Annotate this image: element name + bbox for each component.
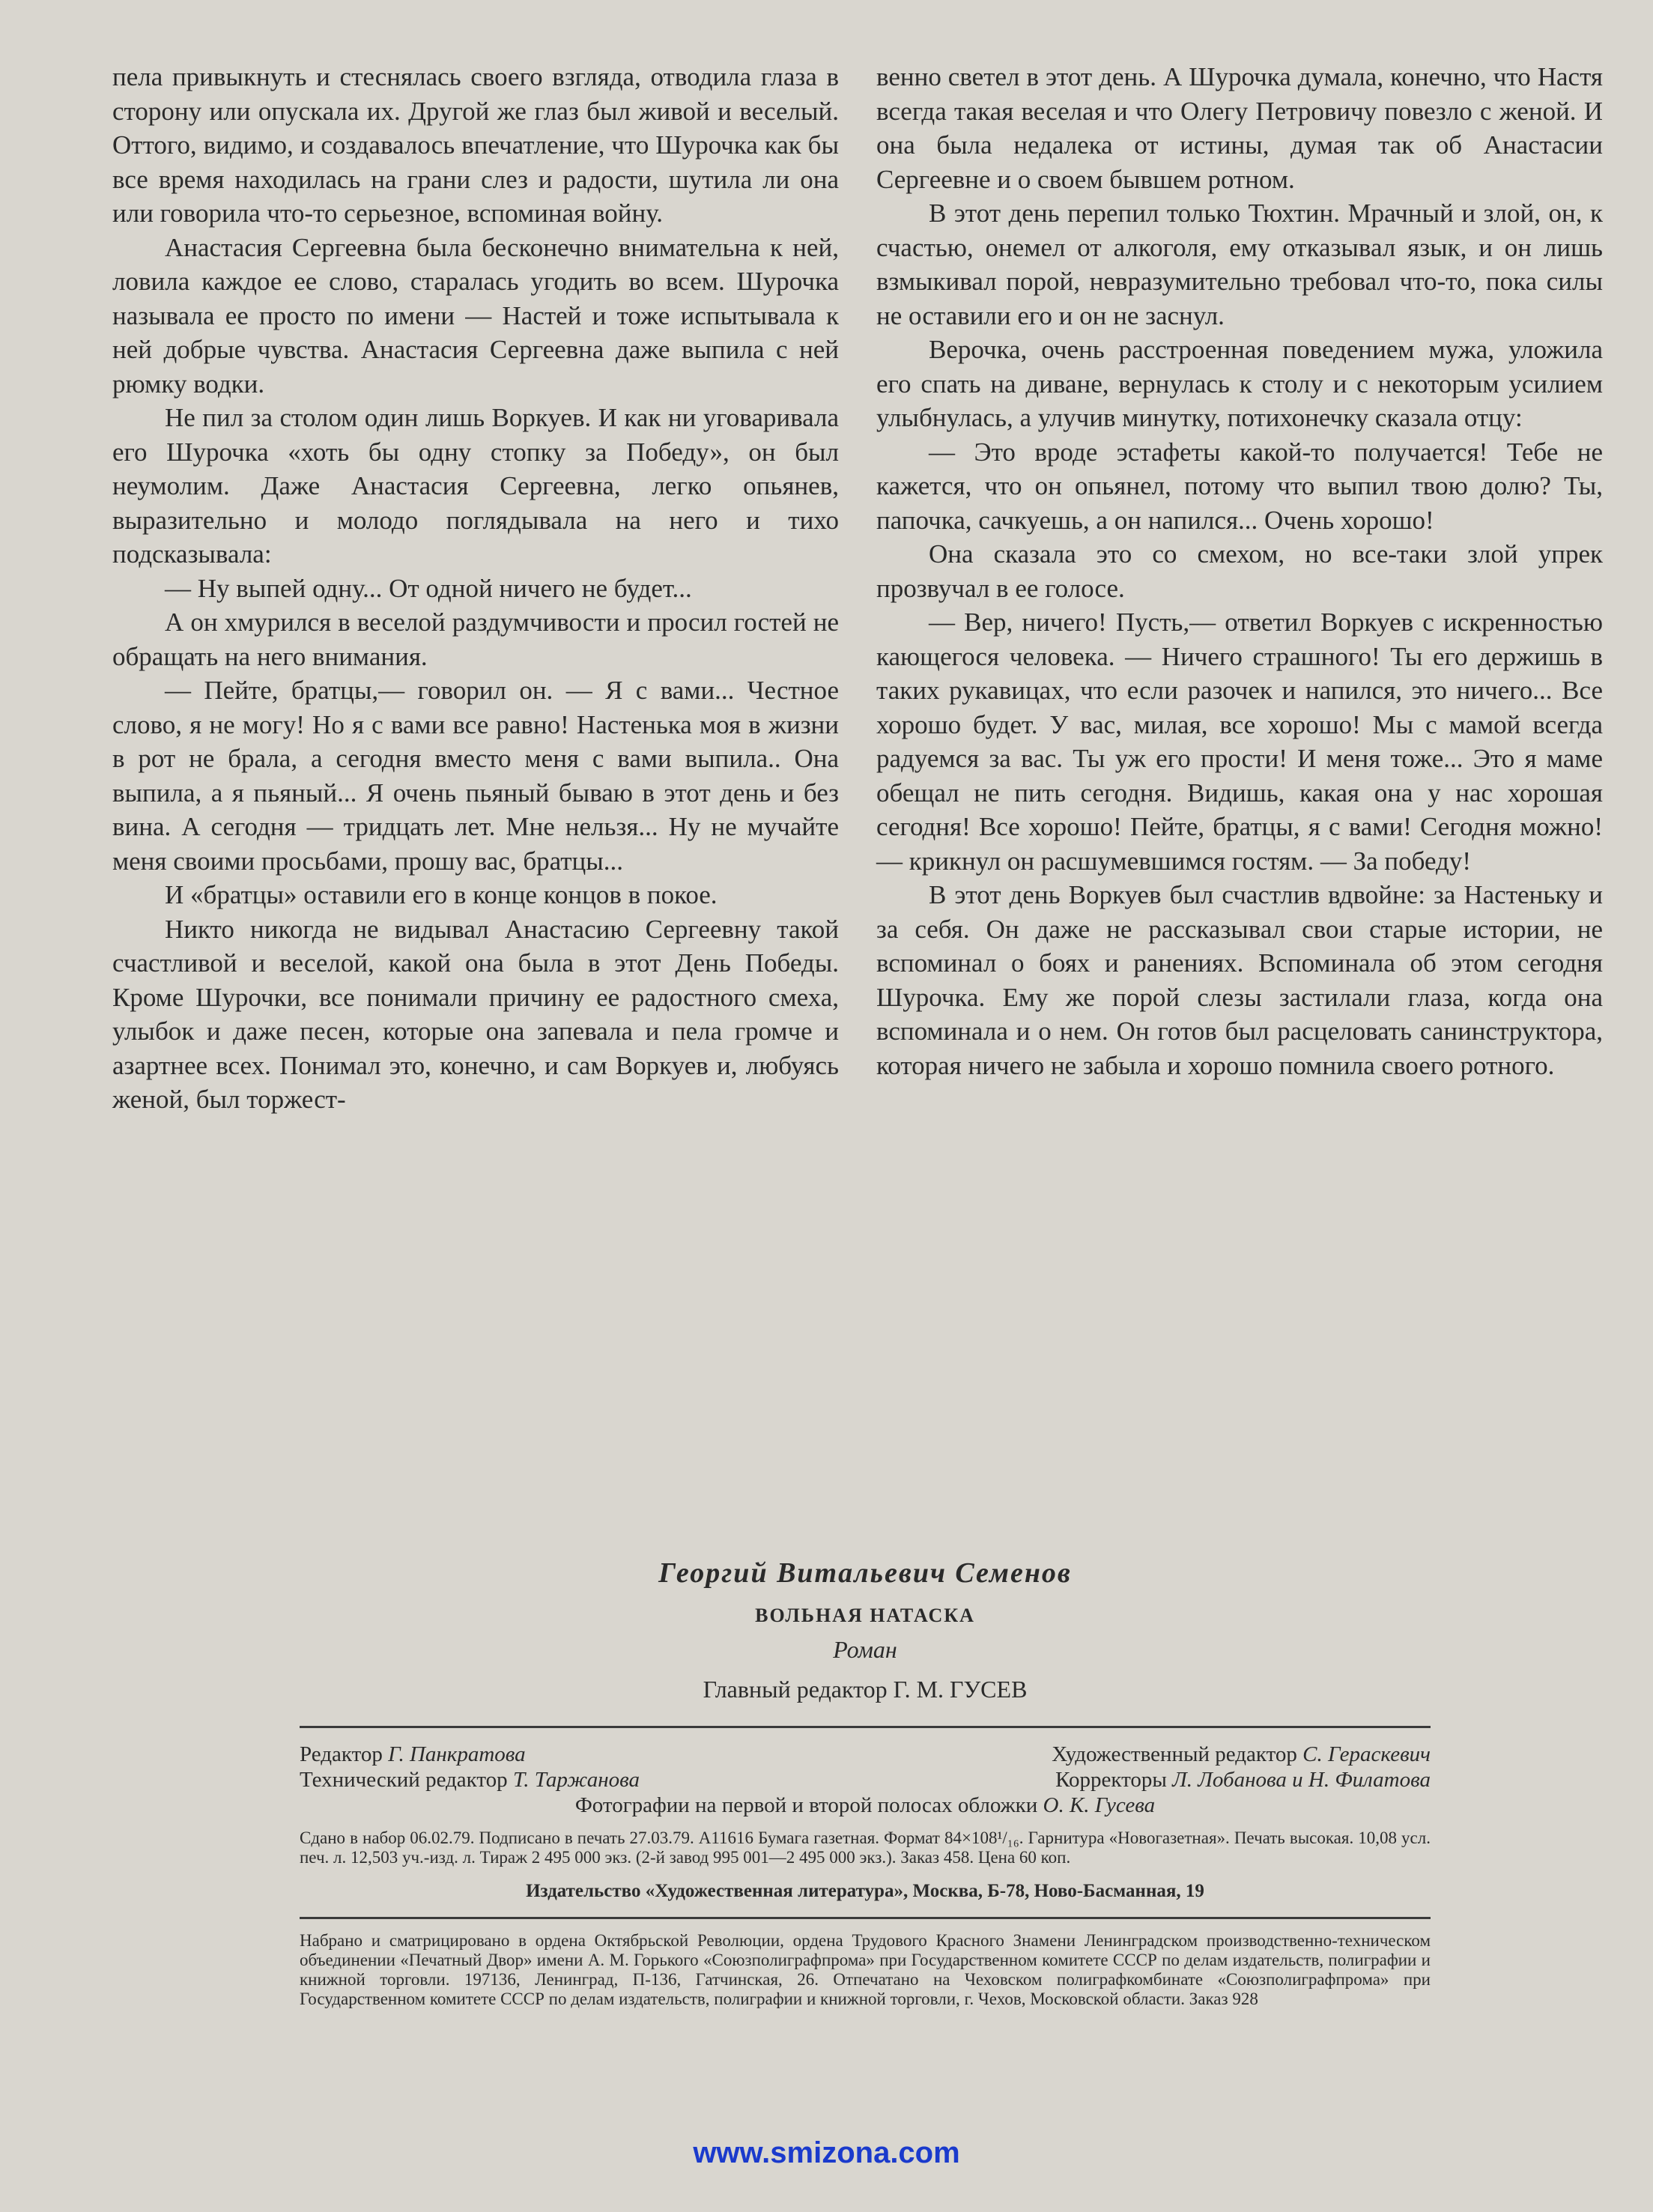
paragraph: Она сказала это со смехом, но все-таки злой упрек прозвучал в ее голосе. [876,539,1603,603]
right-column [876,60,1603,1082]
paragraph: — Пейте, братцы,— говорил он. — Я с вами... Честное слово, я не могу! Но я с вами все равно! Настенька моя в жизни в рот не брала, а сегодня вместо меня с вами выпила.. Она выпила, а я пьяный... Я очень пьяный бываю в этот день и без вина. А сегодня — тридцать лет. Мне нельзя... Ну не мучайте меня своими просьбами, прошу вас, братцы... [112,676,839,876]
tech-editor-label: Технический редактор [300,1768,508,1792]
proofreaders-names: Л. Лобанова и Н. Филатова [1172,1768,1431,1792]
website-watermark: www.smizona.com [693,2136,960,2169]
credits-row-1 [300,1742,1431,1767]
art-editor-name: С. Гераскевич [1302,1742,1431,1766]
art-editor-label: Художественный редактор [1052,1742,1297,1766]
editor-credit [300,1742,526,1767]
photo-label: Фотографии на первой и второй полосах обложки [574,1793,1038,1817]
paragraph: — Это вроде эстафеты какой-то получается! Тебе не кажется, что он опьянел, потому что выпил твою долю? Ты, папочка, сачкуешь, а он напился... Очень хорошо! [876,437,1603,535]
paragraph: венно светел в этот день. А Шурочка думала, конечно, что Настя всегда такая веселая и что Олегу Петровичу повезло с женой. И она была недалека от истины, думая так об Анастасии Сергеевне и о своем бывшем ротном. [876,62,1603,194]
tech-editor-credit [300,1767,640,1793]
body-text-columns [112,60,1603,1408]
editor-label: Редактор [300,1742,383,1766]
art-editor-credit [1052,1742,1431,1767]
paragraph: Верочка, очень расстроенная поведением мужа, уложила его спать на диване, вернулась к столу и с некоторым усилием улыбнулась, а улучив минутку, потихонечку сказала отцу: [876,335,1603,432]
chief-editor: Главный редактор Г. М. ГУСЕВ [703,1676,1028,1703]
photo-credit [300,1793,1431,1818]
left-column [112,60,839,1117]
paragraph: пела привыкнуть и стеснялась своего взгляда, отводила глаза в сторону или опускала их. Другой же глаз был живой и веселый. Оттого, видимо, и создавалось впечатление, что Шурочка как бы все время находилась на грани слез и радости, шутила ли она или говорила что-то серьезное, вспоминая войну. [112,62,839,228]
paragraph: И «братцы» оставили его в конце концов в покое. [165,880,718,909]
paragraph: А он хмурился в веселой раздумчивости и просил гостей не обращать на него внимания. [112,607,839,671]
paragraph: Анастасия Сергеевна была бесконечно внимательна к ней, ловила каждое ее слово, старалась угодить во всем. Шурочка называла ее просто по имени — Настей и тоже испытывала к ней добрые чувства. Анастасия Сергеевна даже выпила с ней рюмку водки. [112,232,839,399]
paragraph: Не пил за столом один лишь Воркуев. И как ни уговаривала его Шурочка «хоть бы одну стопку за Победу», он был неумолим. Даже Анастасия Сергеевна, легко опьянев, выразительно и молодо поглядывала на него и тихо подсказывала: [112,403,839,569]
paragraph: Никто никогда не видывал Анастасию Сергеевну такой счастливой и веселой, какой она была в этот День Победы. Кроме Шурочки, все понимали причину ее радостного смеха, улыбок и даже песен, которые она запевала и пела громче и азартнее всех. Понимал это, конечно, и сам Воркуев и, любуясь женой, был торжест- [112,914,839,1114]
proofreaders-credit [1055,1767,1431,1793]
tech-editor-name: Т. Таржанова [512,1768,640,1792]
book-title: ВОЛЬНАЯ НАТАСКА [755,1605,975,1626]
printer-info: Набрано и сматрицировано в ордена Октябрьской Революции, ордена Трудового Красного Знамени Ленинградском производственно-техническом объединении «Печатный Двор» имени А. М. Горького «Союзполиграфпрома» при Государственном комитете СССР по делам издательств, полиграфии и книжной торговли. 197136, Ленинград, П-136, Гатчинская, 26. Отпечатано на Чеховском полиграфкомбинате «Союзполиграфпрома» при Государственном комитете СССР по делам издательств, полиграфии и книжной торговли, г. Чехов, Московской области. Заказ 928 [300,1931,1431,2008]
divider [300,1917,1431,1919]
divider [300,1726,1431,1728]
genre-label: Роман [833,1636,897,1663]
editor-name: Г. Панкратова [388,1742,526,1766]
proofreaders-label: Корректоры [1055,1768,1167,1792]
publisher: Издательство «Художественная литература», Москва, Б-78, Ново-Басманная, 19 [526,1881,1204,1901]
photo-name: О. К. Гусева [1043,1793,1156,1817]
paragraph: — Ну выпей одну... От одной ничего не будет... [165,573,692,603]
credits-row-2 [300,1767,1431,1793]
paragraph: — Вер, ничего! Пусть,— ответил Воркуев с искренностью кающегося человека. — Ничего страшного! Ты его держишь в таких рукавицах, что если разочек и напился, это ничего... Все хорошо будет. У вас, милая, все хорошо! Мы с мамой всегда радуемся за вас. Ты уж его прости! И меня тоже... Это я маме обещал не пить сегодня. Видишь, какая она у нас хорошая сегодня! Все хорошо! Пейте, братцы, я с вами! Сегодня можно! — крикнул он расшумевшимся гостям. — За победу! [876,607,1603,876]
author-name: Георгий Витальевич Семенов [658,1557,1072,1589]
paragraph: В этот день Воркуев был счастлив вдвойне: за Настеньку и за себя. Он даже не рассказывал свои старые истории, не вспоминал о боях и ранениях. Вспоминала об этом сегодня Шурочка. Ему же порой слезы застилали глаза, когда она вспоминала и о нем. Он готов был расцеловать санинструктора, которая ничего не забыла и хорошо помнила своего ротного. [876,880,1603,1080]
colophon [300,1557,1431,2009]
paragraph: В этот день перепил только Тюхтин. Мрачный и злой, он, к счастью, онемел от алкоголя, ему отказывал язык, и он лишь взмыкивал порой, невразумительно требовал что-то, пока силы не оставили его и он не заснул. [876,199,1603,330]
print-data: Сдано в набор 06.02.79. Подписано в печать 27.03.79. А11616 Бумага газетная. Формат 84×108¹/₁₆. Гарнитура «Новогазетная». Печать высокая. 10,08 усл. печ. л. 12,503 уч.-изд. л. Тираж 2 495 000 экз. (2-й завод 995 001—2 495 000 экз.). Заказ 458. Цена 60 коп. [300,1828,1431,1867]
